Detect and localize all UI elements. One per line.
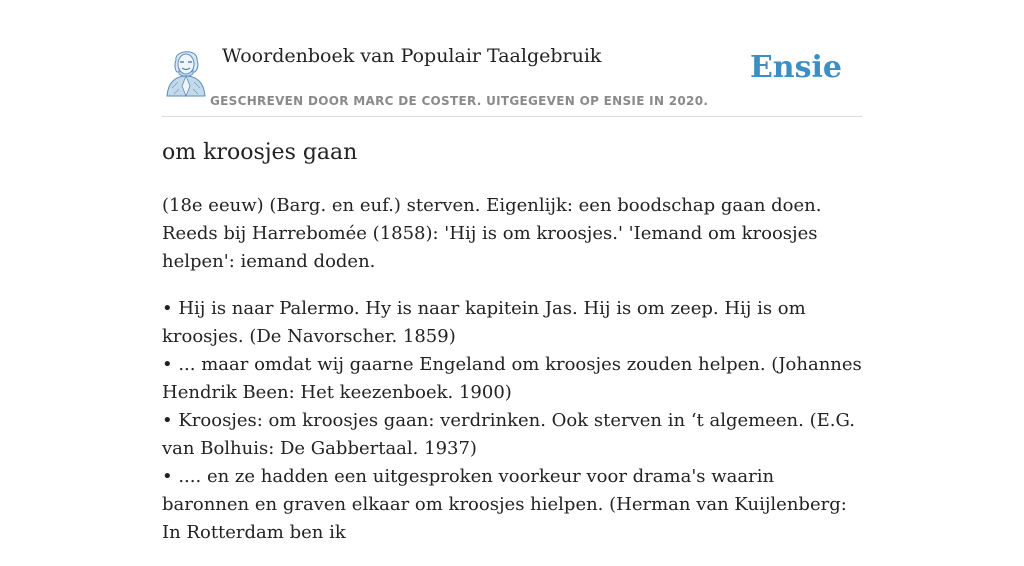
entry-definition: (18e eeuw) (Barg. en euf.) sterven. Eigenlijk: een boodschap gaan doen. Reeds bij Harrebomée (1858): 'Hij is om kroosjes.' 'Iemand om kroosjes helpen': iemand doden. (162, 195, 822, 272)
entry-title: om kroosjes gaan (162, 140, 358, 165)
site-header (162, 0, 862, 117)
byline: GESCHREVEN DOOR MARC DE COSTER. UITGEGEVEN OP ENSIE IN 2020. (210, 94, 709, 108)
quote-item: • Kroosjes: om kroosjes gaan: verdrinken. Ook sterven in ‘t algemeen. (E.G. van Bolhuis: De Gabbertaal. 1937) (162, 410, 855, 459)
brand-logo[interactable]: Ensie (749, 50, 842, 85)
quote-item: • ... maar omdat wij gaarne Engeland om kroosjes zouden helpen. (Johannes Hendrik Been: Het keezenboek. 1900) (162, 354, 862, 403)
book-title[interactable]: Woordenboek van Populair Taalgebruik (222, 45, 602, 67)
quote-item: • .... en ze hadden een uitgesproken voorkeur voor drama's waarin baronnen en graven elkaar om kroosjes hielpen. (Herman van Kuijlenberg: In Rotterdam ben ik (162, 466, 847, 543)
entry-content (162, 192, 862, 566)
author-portrait-icon[interactable] (164, 44, 208, 96)
quote-item: • Hij is naar Palermo. Hy is naar kapitein Jas. Hij is om zeep. Hij is om kroosjes. (De Navorscher. 1859) (162, 298, 806, 347)
quote-list (162, 295, 862, 547)
